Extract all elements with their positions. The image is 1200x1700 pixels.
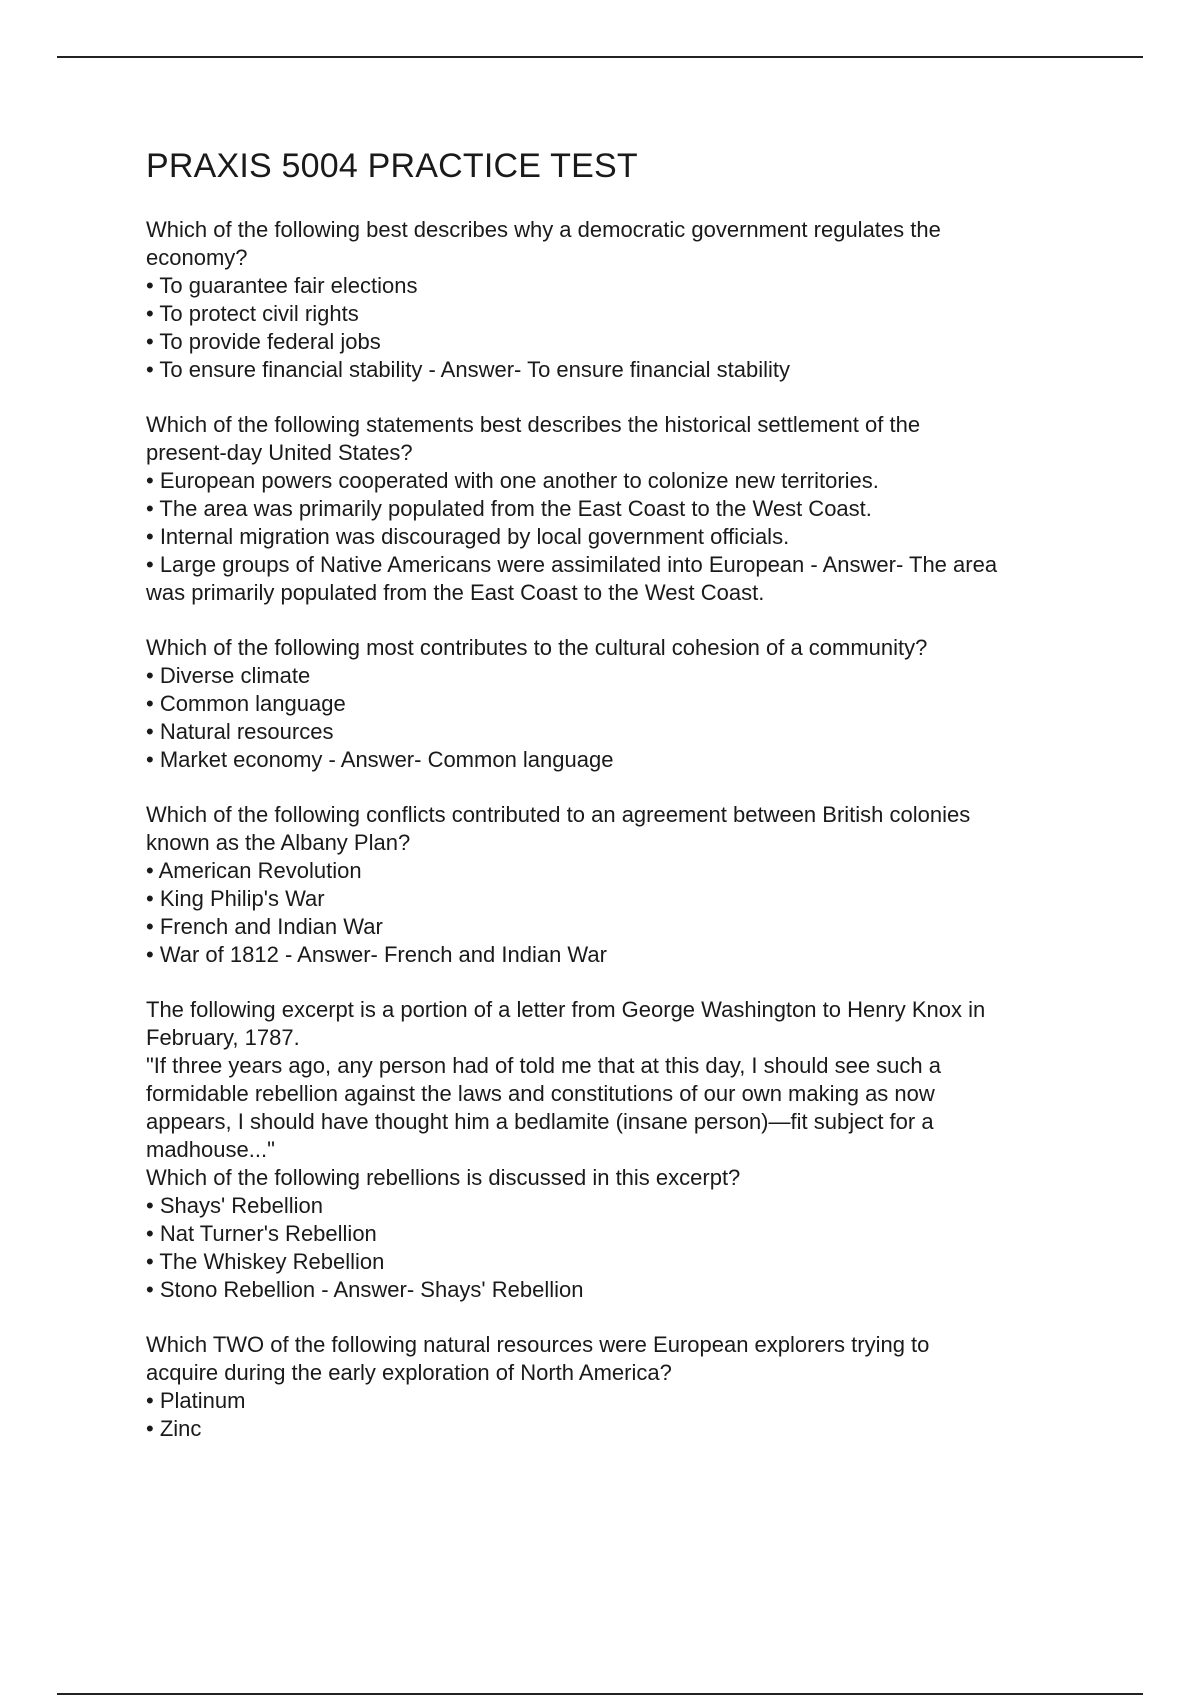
answer-option: • Nat Turner's Rebellion — [146, 1221, 377, 1246]
answer-option: was primarily populated from the East Coast to the West Coast. — [146, 580, 765, 605]
answer-option: • The Whiskey Rebellion — [146, 1249, 385, 1274]
question-line: present-day United States? — [146, 440, 413, 465]
answer-option: • Natural resources — [146, 719, 334, 744]
answer-option: • Zinc — [146, 1416, 202, 1441]
answer-option: • European powers cooperated with one another to colonize new territories. — [146, 468, 879, 493]
answer-option: • French and Indian War — [146, 914, 383, 939]
answer-option: • Market economy - Answer- Common language — [146, 747, 614, 772]
question-line: February, 1787. — [146, 1025, 300, 1050]
excerpt-line: "If three years ago, any person had of told me that at this day, I should see such a — [146, 1053, 941, 1078]
answer-option: • Stono Rebellion - Answer- Shays' Rebellion — [146, 1277, 584, 1302]
answer-option: • To provide federal jobs — [146, 329, 381, 354]
answer-option: • The area was primarily populated from the East Coast to the West Coast. — [146, 496, 872, 521]
question-line: Which of the following rebellions is discussed in this excerpt? — [146, 1165, 741, 1190]
question-line: Which of the following most contributes to the cultural cohesion of a community? — [146, 635, 928, 660]
question-line: Which of the following conflicts contributed to an agreement between British colonies — [146, 802, 971, 827]
answer-option: • Large groups of Native Americans were assimilated into European - Answer- The area — [146, 552, 998, 577]
header-rule — [57, 56, 1143, 58]
question-block — [146, 411, 1096, 607]
question-line: Which TWO of the following natural resources were European explorers trying to — [146, 1332, 930, 1357]
answer-option: • To protect civil rights — [146, 301, 359, 326]
question-block — [146, 996, 1096, 1304]
question-line: Which of the following statements best describes the historical settlement of the — [146, 412, 921, 437]
question-line: The following excerpt is a portion of a letter from George Washington to Henry Knox in — [146, 997, 986, 1022]
question-line: Which of the following best describes why a democratic government regulates the — [146, 217, 941, 242]
answer-option: • War of 1812 - Answer- French and Indian War — [146, 942, 607, 967]
answer-option: • Diverse climate — [146, 663, 311, 688]
excerpt-line: formidable rebellion against the laws and constitutions of our own making as now — [146, 1081, 935, 1106]
footer-rule — [57, 1693, 1143, 1695]
answer-option: • Common language — [146, 691, 346, 716]
question-block — [146, 216, 1096, 384]
document-body — [146, 146, 1096, 1470]
question-line: economy? — [146, 245, 248, 270]
answer-option: • Shays' Rebellion — [146, 1193, 323, 1218]
question-line: known as the Albany Plan? — [146, 830, 411, 855]
excerpt-line: madhouse..." — [146, 1137, 275, 1162]
page-title: PRAXIS 5004 PRACTICE TEST — [146, 147, 638, 185]
answer-option: • King Philip's War — [146, 886, 325, 911]
answer-option: • To guarantee fair elections — [146, 273, 418, 298]
question-line: acquire during the early exploration of North America? — [146, 1360, 672, 1385]
answer-option: • Platinum — [146, 1388, 246, 1413]
answer-option: • American Revolution — [146, 858, 362, 883]
question-block — [146, 1331, 1096, 1443]
question-block — [146, 801, 1096, 969]
excerpt-line: appears, I should have thought him a bedlamite (insane person)—fit subject for a — [146, 1109, 934, 1134]
answer-option: • Internal migration was discouraged by local government officials. — [146, 524, 790, 549]
answer-option: • To ensure financial stability - Answer- To ensure financial stability — [146, 357, 790, 382]
question-block — [146, 634, 1096, 774]
